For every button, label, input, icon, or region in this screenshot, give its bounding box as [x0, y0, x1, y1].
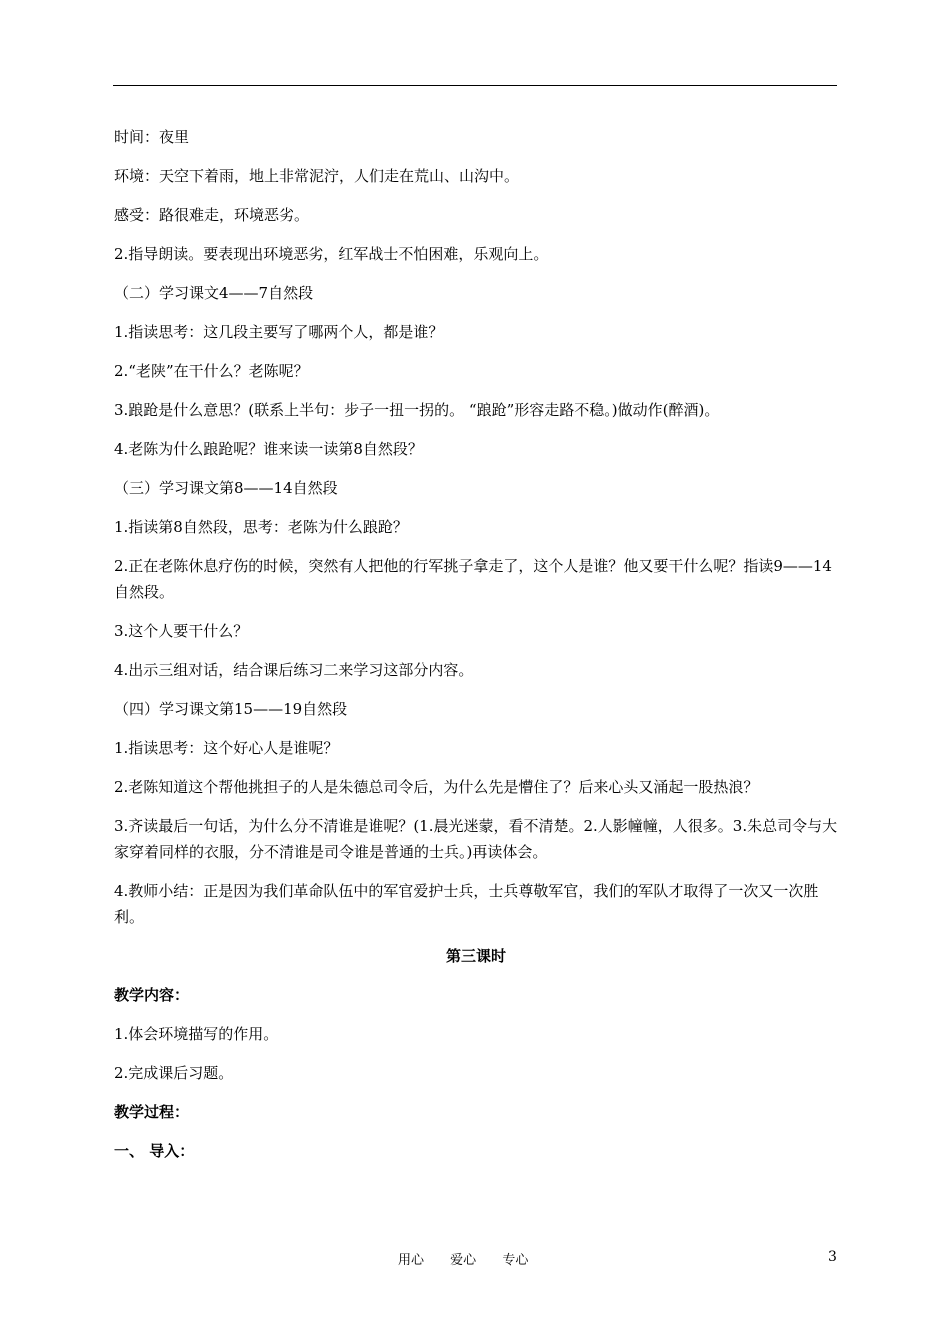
paragraph: 2.“老陕”在干什么？老陈呢？ [114, 362, 309, 380]
paragraph: 1.指读思考：这几段主要写了哪两个人，都是谁？ [114, 323, 444, 341]
paragraph: 2.老陈知道这个帮他挑担子的人是朱德总司令后，为什么先是懵住了？后来心头又涌起一股热浪？ [114, 778, 759, 796]
footer-motto [398, 1249, 550, 1268]
paragraph: 环境：天空下着雨，地上非常泥泞，人们走在荒山、山沟中。 [114, 167, 520, 185]
paragraph: 3.这个人要干什么？ [114, 622, 249, 640]
paragraph: 1.体会环境描写的作用。 [114, 1025, 279, 1043]
document-body [114, 124, 838, 1177]
paragraph: （二）学习课文4——7自然段 [114, 284, 314, 302]
page-number: 3 [828, 1249, 837, 1265]
paragraph: 2.完成课后习题。 [114, 1064, 234, 1082]
paragraph: 1.指读思考：这个好心人是谁呢？ [114, 739, 339, 757]
paragraph: 4.老陈为什么踉跄呢？谁来读一读第8自然段？ [114, 440, 423, 458]
paragraph: 1.指读第8自然段，思考：老陈为什么踉跄？ [114, 518, 408, 536]
paragraph: 2.正在老陈休息疗伤的时候，突然有人把他的行军挑子拿走了，这个人是谁？他又要干什么呢？指读9——14自然段。 [114, 557, 832, 601]
paragraph: 4.出示三组对话，结合课后练习二来学习这部分内容。 [114, 661, 474, 679]
footer-motto-1: 用心 [398, 1253, 425, 1268]
paragraph: （三）学习课文第8——14自然段 [114, 479, 338, 497]
paragraph: （四）学习课文第15——19自然段 [114, 700, 348, 718]
paragraph: 时间：夜里 [114, 128, 190, 146]
paragraph: 4.教师小结：正是因为我们革命队伍中的军官爱护士兵，士兵尊敬军官，我们的军队才取得了一次又一次胜利。 [114, 882, 819, 926]
subheading: 一、 导入： [114, 1142, 195, 1160]
paragraph: 3.踉跄是什么意思？(联系上半句：步子一扭一拐的。 “踉跄”形容走路不稳。)做动作(醉酒)。 [114, 401, 720, 419]
section-heading: 第三课时 [445, 947, 506, 965]
footer-motto-3: 专心 [502, 1253, 529, 1268]
paragraph: 2.指导朗读。要表现出环境恶劣，红军战士不怕困难，乐观向上。 [114, 245, 549, 263]
paragraph: 感受：路很难走，环境恶劣。 [114, 206, 310, 224]
subheading: 教学过程： [114, 1103, 190, 1121]
paragraph: 3.齐读最后一句话，为什么分不清谁是谁呢？(1.晨光迷蒙，看不清楚。2.人影幢幢，人很多。3.朱总司令与大家穿着同样的衣服，分不清谁是司令谁是普通的士兵。)再读体会。 [114, 817, 838, 861]
header-rule [113, 85, 837, 86]
footer-motto-2: 爱心 [450, 1253, 477, 1268]
subheading: 教学内容： [114, 986, 190, 1004]
